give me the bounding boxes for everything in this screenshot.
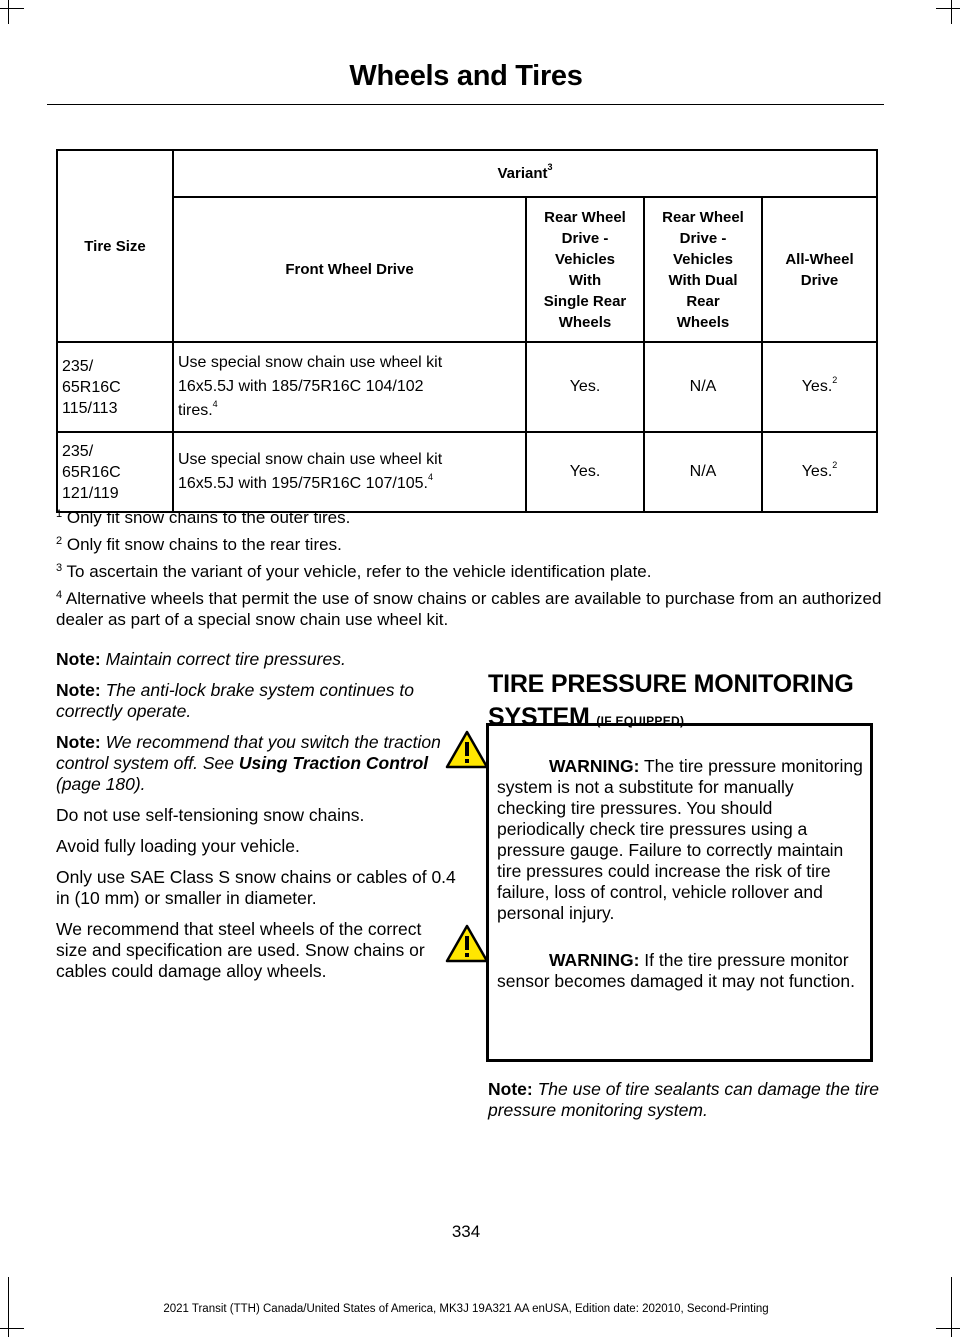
crop-mark	[936, 8, 960, 9]
footnote: $^1$ Only fit snow chains to the outer tires.	[56, 508, 351, 527]
crop-mark	[8, 0, 9, 24]
warning-triangle-icon	[445, 730, 489, 770]
footnote: $^3$ To ascertain the variant of your vehicle, refer to the vehicle identification plate.	[56, 562, 652, 581]
crop-mark	[0, 8, 24, 9]
warning-2: WARNING: If the tire pressure monitor sensor becomes damaged it may not function.	[497, 950, 864, 992]
page-title: Wheels and Tires	[349, 60, 583, 92]
footnote: $^4$ Alternative wheels that permit the use of snow chains or cables are available to purchase from an authorized dealer as part of a special snow chain use wheel kit.	[56, 589, 882, 629]
header-front-wheel-drive: Front Wheel Drive	[173, 197, 526, 342]
note-tire-pressure: Note: Maintain correct tire pressures.	[56, 649, 346, 669]
cell-rwd-dual: N/A	[644, 342, 762, 432]
cell-rwd-dual: N/A	[644, 432, 762, 512]
page-number: 334	[451, 1222, 481, 1241]
header-tire-size: Tire Size	[57, 150, 173, 342]
note-abs: Note: The anti-lock brake system continues to correctly operate.	[56, 680, 414, 721]
crop-mark	[936, 1328, 960, 1329]
warning-triangle-icon	[445, 924, 489, 964]
header-divider	[47, 104, 884, 105]
cell-tire-size: 235/ 65R16C 115/113	[57, 342, 173, 432]
note-traction-control: Note: We recommend that you switch the traction control system off. See Using Traction Control (page 180).	[56, 732, 441, 794]
cell-front-wheel-drive: Use special snow chain use wheel kit 16x5.5J with 195/75R16C 107/105.$^4$	[173, 432, 526, 512]
cell-tire-size: 235/ 65R16C 121/119	[57, 432, 173, 512]
cell-awd: Yes.$^2$	[762, 432, 877, 512]
left-column	[56, 649, 456, 992]
header-rwd-single-rear: Rear Wheel Drive - Vehicles With Single Rear Wheels	[526, 197, 644, 342]
warning-box	[486, 723, 873, 1062]
using-traction-control-link[interactable]: Using Traction Control	[238, 753, 429, 773]
section-title-qualifier: (IF EQUIPPED)	[596, 714, 685, 728]
paragraph: Only use SAE Class S snow chains or cables of 0.4 in (10 mm) or smaller in diameter.	[56, 867, 456, 908]
cell-rwd-single: Yes.	[526, 342, 644, 432]
note-tire-sealants: Note: The use of tire sealants can damage the tire pressure monitoring system.	[488, 1079, 880, 1120]
table-row	[57, 342, 877, 432]
footnote: $^2$ Only fit snow chains to the rear tires.	[56, 535, 342, 554]
cell-rwd-single: Yes.	[526, 432, 644, 512]
paragraph: Do not use self-tensioning snow chains.	[56, 805, 365, 825]
cell-awd: Yes.$^2$	[762, 342, 877, 432]
paragraph: We recommend that steel wheels of the correct size and specification are used. Snow chains or cables could damage alloy wheels.	[56, 919, 425, 981]
crop-mark	[0, 1328, 24, 1329]
footnotes	[56, 507, 886, 636]
warning-1: WARNING: The tire pressure monitoring system is not a substitute for manually checking tire pressures. You should periodically check tire pressures using a pressure gauge. Failure to correctly maintain tire pressures could increase the risk of tire failure, loss of control, vehicle rollover and personal injury.	[497, 756, 864, 924]
section-title: TIRE PRESSURE MONITORING SYSTEM	[488, 670, 854, 731]
paragraph: Avoid fully loading your vehicle.	[56, 836, 300, 856]
table-row	[57, 432, 877, 512]
cell-front-wheel-drive: Use special snow chain use wheel kit 16x5.5J with 185/75R16C 104/102 tires.$^4$	[173, 342, 526, 432]
header-variant: Variant$^3$	[173, 150, 877, 197]
header-all-wheel-drive: All-Wheel Drive	[762, 197, 877, 342]
footer: 2021 Transit (TTH) Canada/United States of America, MK3J 19A321 AA enUSA, Edition date: 202010, Second-Printing	[163, 1303, 769, 1315]
crop-mark	[951, 0, 952, 24]
snow-chain-table	[56, 149, 878, 513]
header-rwd-dual-rear: Rear Wheel Drive - Vehicles With Dual Rear Wheels	[644, 197, 762, 342]
